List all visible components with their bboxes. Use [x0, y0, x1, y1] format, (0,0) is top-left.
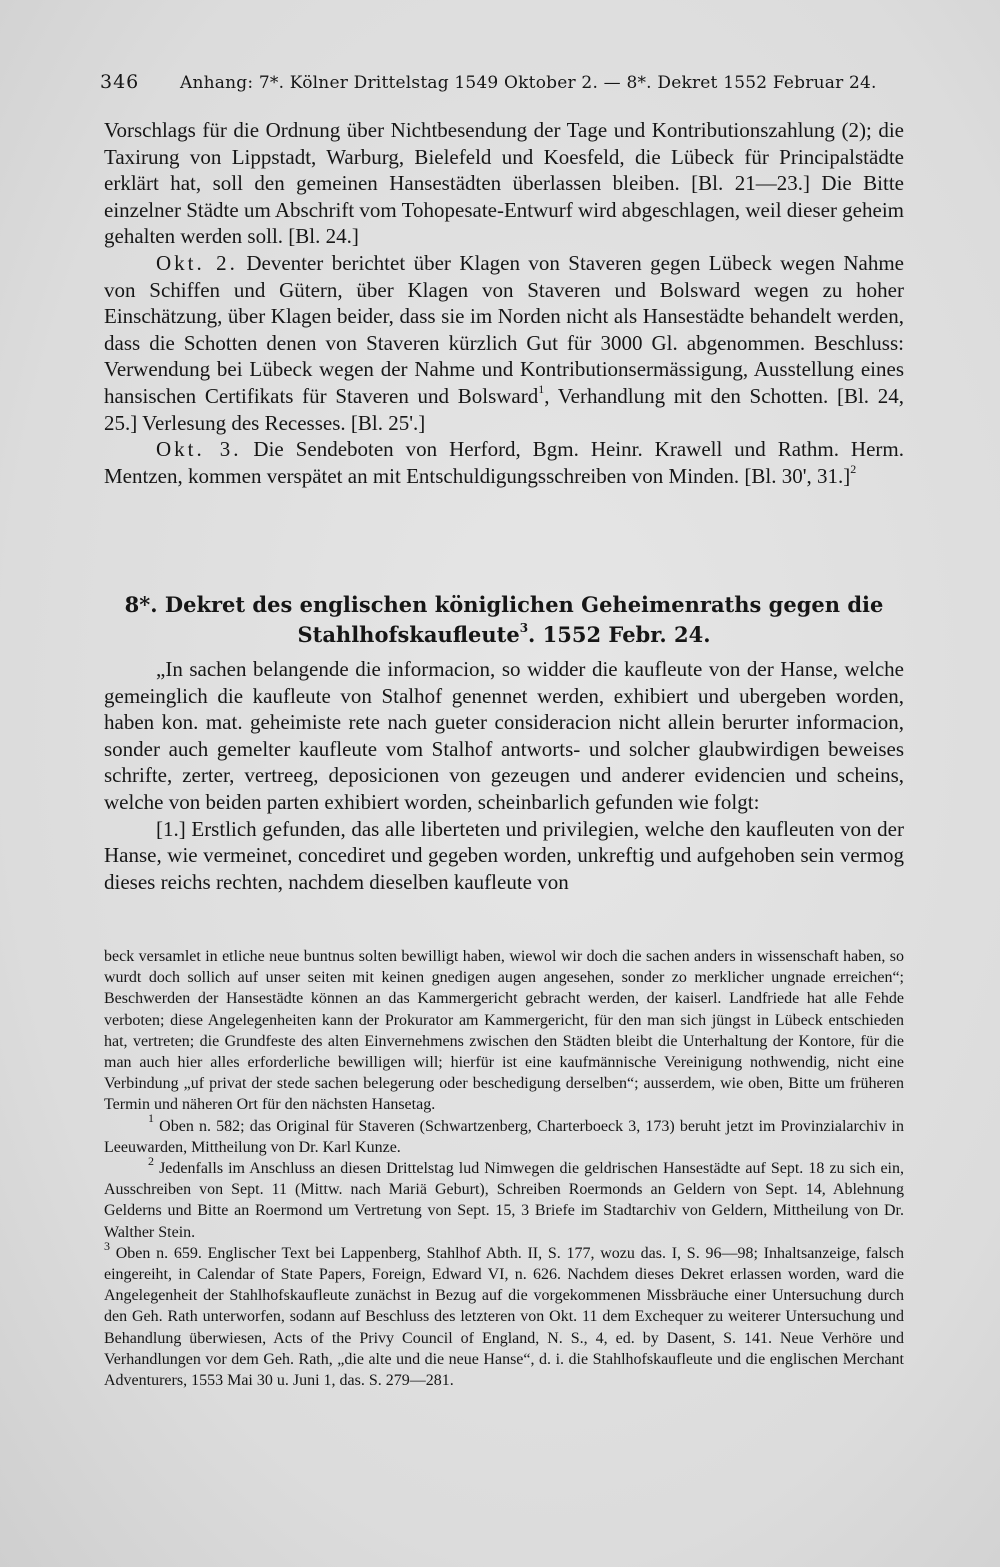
footnote: $^2$ Jedenfalls im Anschluss an diesen Drittelstag lud Nimwegen die geldrischen Hansestädte auf Sept. 18 zu sich ein, Ausschreiben von Sept. 11 (Mittw. nach Mariä Geburt), Schreiben Roermonds an Geldern von Sept. 14, Ablehnung Gelderns und Bitte an Roermond um Vertretung von Sept. 15, 3 Briefe im Stadtarchiv von Geldern, Mittheilung von Dr. Walther Stein. — [104, 1153, 904, 1241]
page-number: 346 — [100, 71, 140, 93]
date-label: Okt. 3. — [156, 437, 242, 462]
footnote-ref: 1 — [538, 381, 545, 396]
paragraph: Okt. 3. Die Sendeboten von Herford, Bgm. Heinr. Krawell und Rathm. Herm. Mentzen, kommen verspätet an mit Entschuldigungsschreiben von Minden. [Bl. 30', 31.]$^2$ — [104, 437, 904, 488]
footnote-mark: 2 — [148, 1153, 154, 1168]
paragraph: Okt. 2. Deventer berichtet über Klagen von Staveren gegen Lübeck wegen Nahme von Schiffen und Gütern, über Klagen von Staveren und Bolsward wegen zu hoher Einschätzung, über Klagen beider, dass sie im Norden nicht als Hansestädte behandelt werden, dass die Schotten denen von Staveren kürzlich Gut für 3000 Gl. abgenommen. Beschluss: Verwendung bei Lübeck wegen der Nahme und Kontributionsermässigung, Ausstellung eines hansischen Certifikats für Staveren und Bolsward$^1$, Verhandlung mit den Schotten. [Bl. 24, 25.] Verlesung des Recesses. [Bl. 25'.] — [104, 250, 904, 435]
paragraph: Vorschlags für die Ordnung über Nichtbesendung der Tage und Kontributionszahlung (2); die Taxirung von Lippstadt, Warburg, Bielefeld und Koesfeld, die Lübeck für Principalstädte erklärt hat, soll den gemeinen Hansestädten überlassen bleiben. [Bl. 21—23.] Die Bitte einzelner Städte um Abschrift vom Tohopesate-Entwurf wird abgeschlagen, weil dieser geheim gehalten werden soll. [Bl. 24.] — [104, 118, 904, 249]
date-label: Okt. 2. — [156, 250, 238, 275]
footnote-mark: 3 — [104, 1238, 110, 1253]
footnote-continuation: beck versamlet in etliche neue buntnus solten bewilligt haben, wiewol wir doch die sachen anders in wissenschaft haben, so wurdt doch sollich auf unser seiten mit keinen gnedigen augen angesehen, sonder zo merklicher ungnade erreichen“; Beschwerden der Hansestädte können an das Kammergericht gebracht werden, der kaiserl. Landfriede hat alle Fehde verboten; diese Angelegenheiten kann der Prokurator am Kammergericht, für den man sich jüngst in Lübeck entschieden hat, vertreten; die Grundfeste des alten Einvernehmens zwischen den Städten bleibt die Unterhaltung der Kontore, für die man auch hier alles erforderliche bewilligen will; hierfür ist eine kaufmännische Vereinigung nothwendig, nicht eine Verbindung „uf privat der stede sachen belegerung oder beschedigung derselben“; ausserdem, wie oben, Bitte um früheren Termin und näheren Ort für den nächsten Hansetag. — [104, 948, 904, 1114]
footnote-ref: 2 — [850, 461, 857, 476]
page-header — [100, 70, 900, 95]
decree-text — [104, 656, 904, 895]
body-text — [104, 117, 904, 489]
footnote: $^3$ Oben n. 659. Englischer Text bei Lappenberg, Stahlhof Abth. II, S. 177, wozu das. I, S. 96—98; Inhaltsanzeige, falsch eingereiht, in Calendar of State Papers, Foreign, Edward VI, n. 626. Nachdem dieses Dekret erlassen worden, ward die Angelegenheit der Stahlhofskaufleute zunächst in Bezug auf die vorgekommenen Missbräuche einer Untersuchung durch den Geh. Rath unterworfen, sodann auf Beschluss des letzteren von Okt. 11 dem Exchequer zu weiterer Untersuchung und Behandlung überwiesen, Acts of the Privy Council of England, N. S., 4, ed. by Dasent, S. 141. Neue Verhöre und Verhandlungen vor dem Geh. Rath, „die alte und die neue Hanse“, d. i. die Stahlhofskaufleute und die englischen Merchant Adventurers, 1553 Mai 30 u. Juni 1, das. S. 279—281. — [104, 1238, 904, 1390]
section-title: 8*. Dekret des englischen königlichen Geheimenraths gegen die Stahlhofskaufleute$^3$. 1552 Febr. 24. — [124, 592, 884, 647]
footnote-mark: 1 — [148, 1111, 154, 1126]
footnotes — [104, 946, 904, 1391]
paragraph: [1.] Erstlich gefunden, das alle liberteten und privilegien, welche den kaufleuten von der Hanse, wie vermeinet, concediret und gegeben worden, unkreftig und aufgehoben sein vermog dieses reichs rechten, nachdem dieselben kaufleute von — [104, 816, 904, 894]
paragraph: „In sachen belangende die informacion, so widder die kaufleute von der Hanse, welche gemeinglich die kaufleute von Stalhof genennet werden, exhibiert und ubergeben worden, haben kon. mat. geheimiste rete nach gueter consideracion nicht allein berurter informacion, sonder auch gemelter kaufleute vom Stalhof antworts- und solcher glaubwirdigen beweises schrifte, zerter, vertreeg, deposicionen von gezeugen und anderer evidencien und scheins, welche von beiden parten exhibiert worden, scheinbarlich gefunden wie folgt: — [104, 657, 904, 814]
footnote-ref: 3 — [519, 621, 529, 635]
footnote: $^1$ Oben n. 582; das Original für Staveren (Schwartzenberg, Charterboeck 3, 173) beruht jetzt im Provinzialarchiv in Leeuwarden, Mittheilung von Dr. Karl Kunze. — [104, 1111, 904, 1156]
running-title: Anhang: 7*. Kölner Drittelstag 1549 Oktober 2. — 8*. Dekret 1552 Februar 24. — [180, 73, 877, 93]
